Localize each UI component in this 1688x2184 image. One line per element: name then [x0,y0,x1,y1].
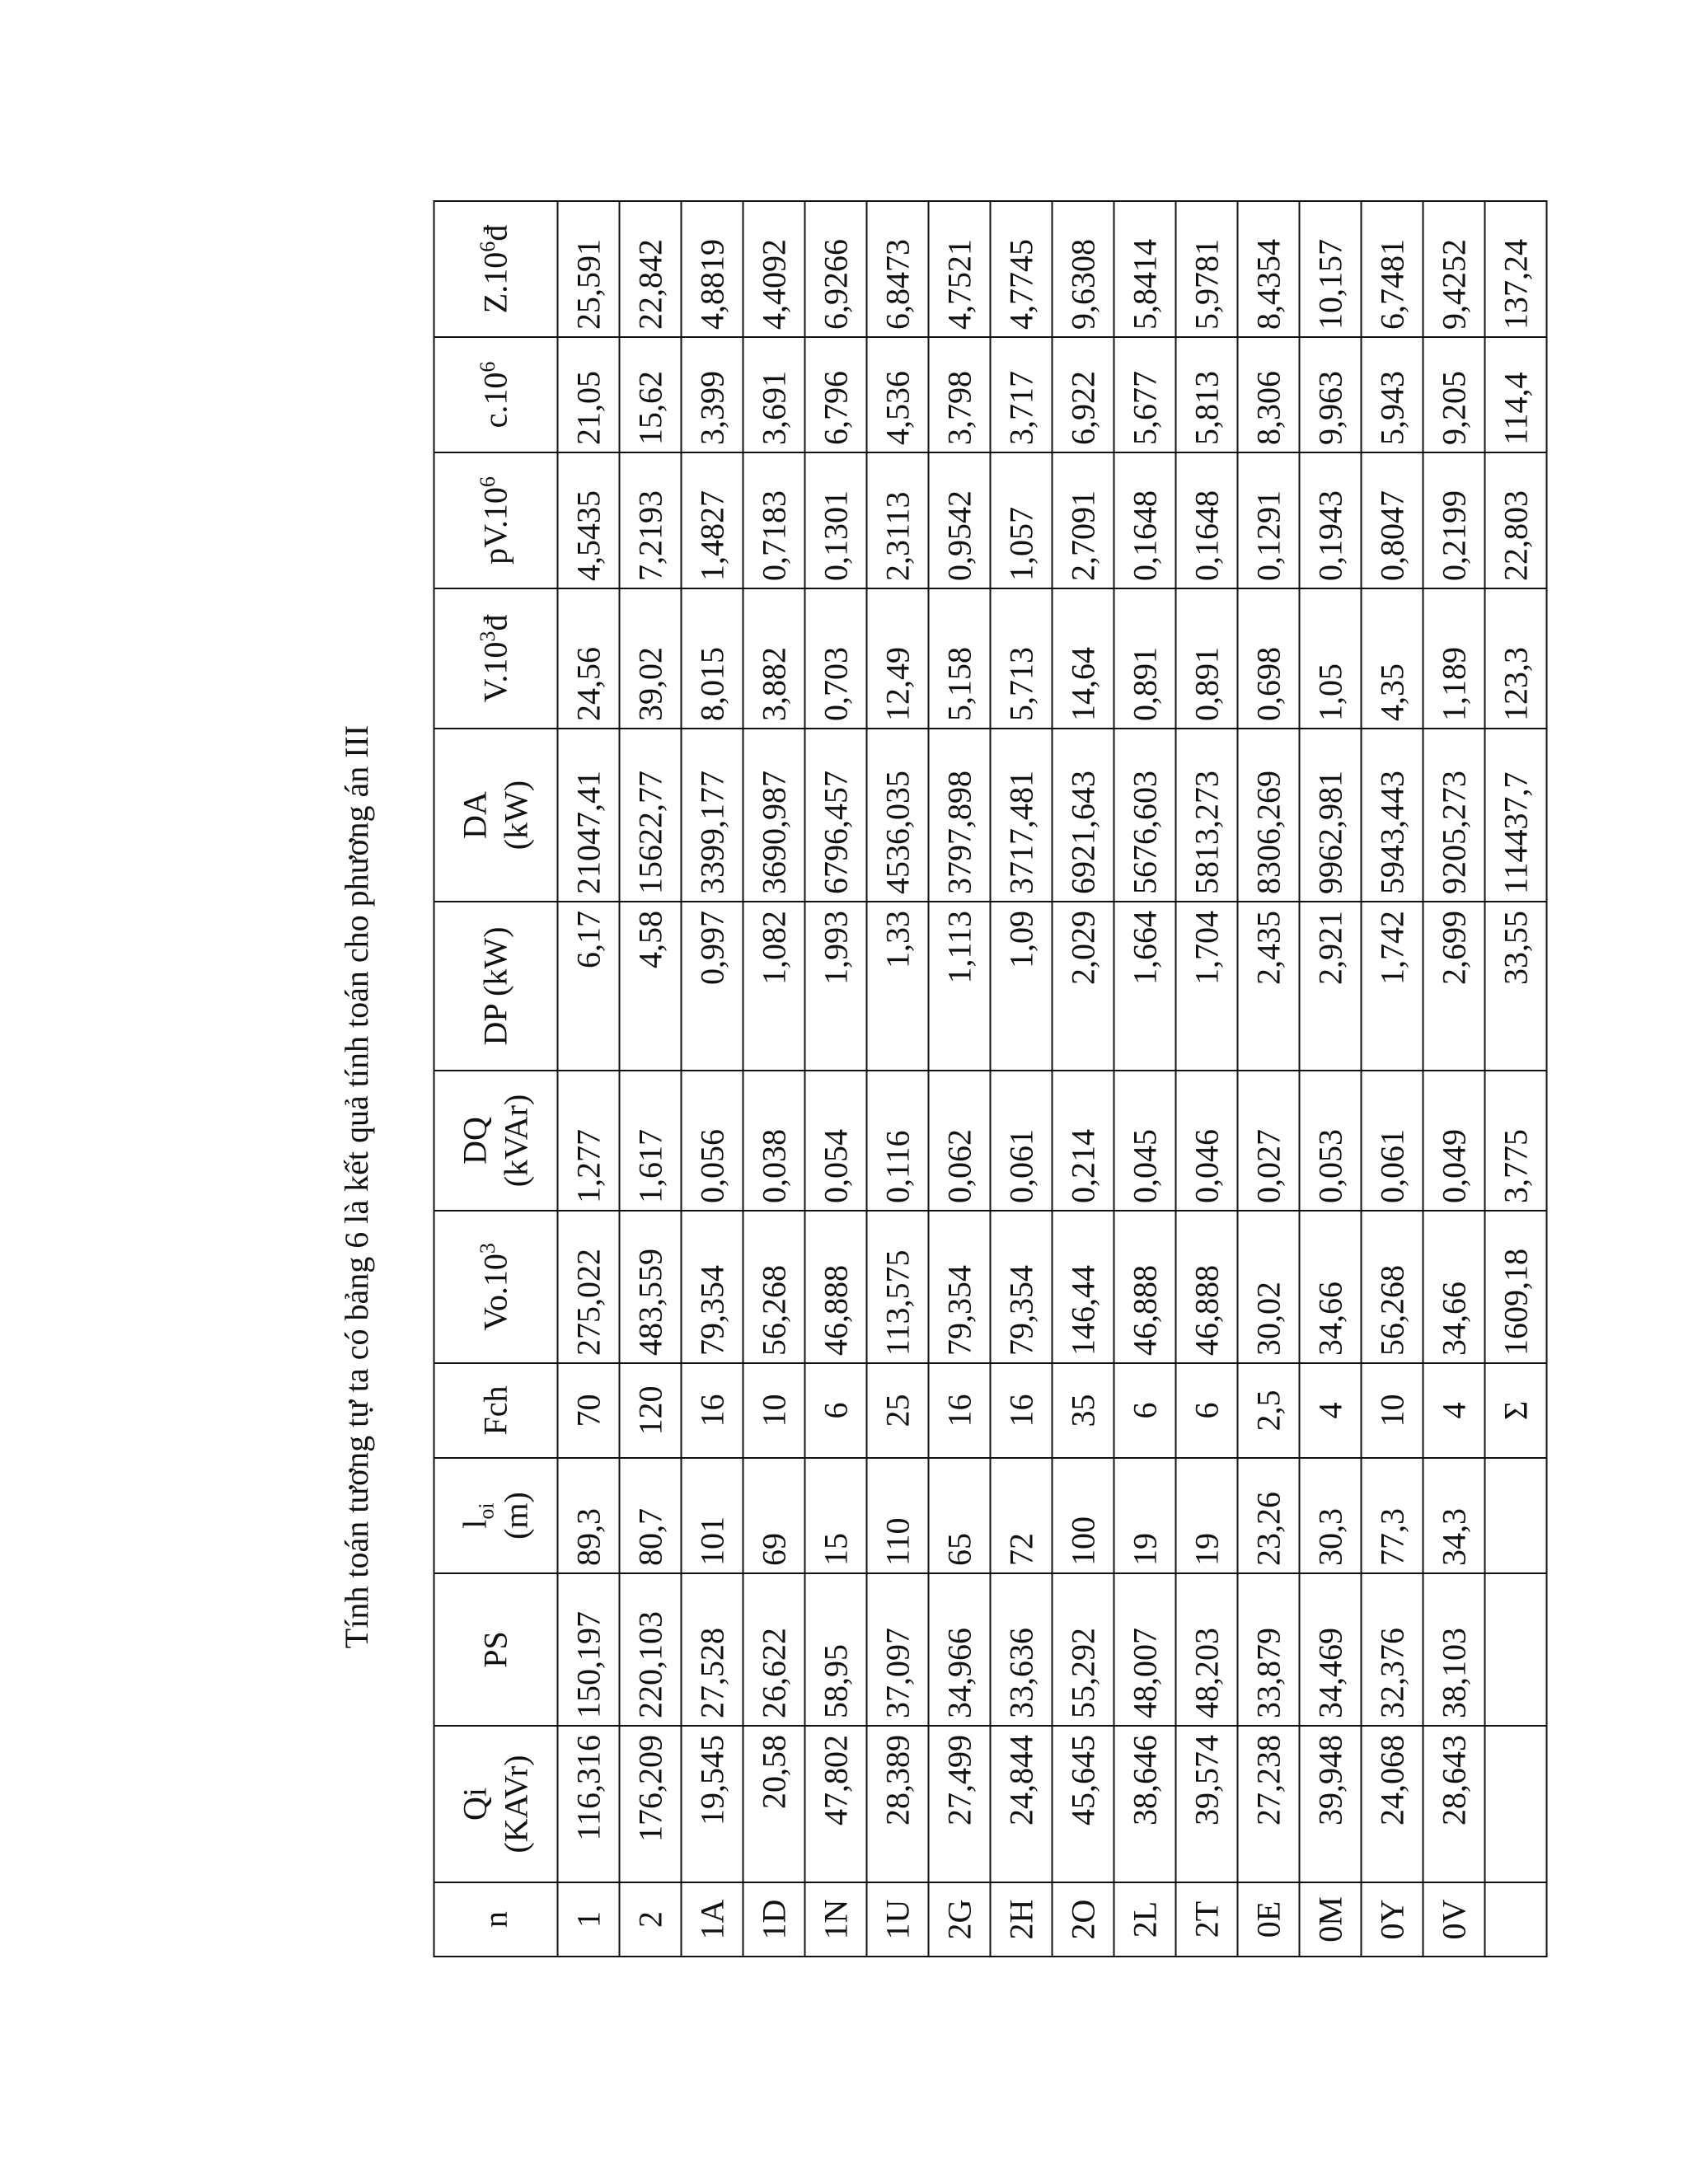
cell-dp: 2,029 [1052,902,1114,1071]
cell-da: 3399,177 [681,729,743,902]
cell-c: 9,963 [1299,337,1361,452]
cell-z: 4,4092 [743,201,804,337]
cell-da: 3717,481 [990,729,1052,902]
cell-vo: 79,354 [928,1211,990,1363]
cell-v: 24,56 [557,588,619,729]
cell-vo: 34,66 [1299,1211,1361,1363]
table-row [619,201,681,1957]
cell-v: 0,703 [804,588,866,729]
table-row [1423,201,1484,1957]
cell-loi: 34,3 [1423,1458,1484,1573]
cell-dp: 1,742 [1361,902,1423,1071]
cell-loi: 30,3 [1299,1458,1361,1573]
header-n: n [434,1882,557,1957]
cell-pv: 0,1648 [1175,452,1237,588]
cell-c: 9,205 [1423,337,1484,452]
cell-loi: 72 [990,1458,1052,1573]
total-cell-dq: 3,775 [1484,1071,1546,1211]
cell-dq: 0,214 [1052,1071,1114,1211]
cell-qi: 28,643 [1423,1726,1484,1882]
cell-da: 8306,269 [1237,729,1299,902]
cell-c: 3,717 [990,337,1052,452]
cell-vo: 34,66 [1423,1211,1484,1363]
table-container [433,202,1541,1957]
cell-da: 5676,603 [1114,729,1175,902]
cell-da: 5943,443 [1361,729,1423,902]
cell-pv: 0,7183 [743,452,804,588]
total-cell-qi [1484,1726,1546,1882]
cell-c: 21,05 [557,337,619,452]
cell-dq: 1,277 [557,1071,619,1211]
cell-fch: 4 [1423,1363,1484,1458]
cell-dq: 0,027 [1237,1071,1299,1211]
cell-dq: 0,053 [1299,1071,1361,1211]
rotated-table [433,202,1541,1957]
cell-qi: 24,068 [1361,1726,1423,1882]
cell-z: 8,4354 [1237,201,1299,337]
cell-pv: 0,2199 [1423,452,1484,588]
table-row [1114,201,1175,1957]
cell-fch: 2,5 [1237,1363,1299,1458]
cell-ps: 34,966 [928,1573,990,1726]
total-cell-da: 114437,7 [1484,729,1546,902]
cell-n: 2 [619,1882,681,1957]
header-pv: $pV.10^6$ [434,452,557,588]
cell-n: 2H [990,1882,1052,1957]
header-v: $V.10^3đ$ [434,588,557,729]
cell-ps: 32,376 [1361,1573,1423,1726]
cell-z: 6,9266 [804,201,866,337]
cell-z: 5,9781 [1175,201,1237,337]
cell-dq: 0,038 [743,1071,804,1211]
total-cell-z: 137,24 [1484,201,1546,337]
cell-dq: 0,116 [866,1071,928,1211]
cell-ps: 48,203 [1175,1573,1237,1726]
cell-qi: 19,545 [681,1726,743,1882]
cell-ps: 34,469 [1299,1573,1361,1726]
cell-z: 4,8819 [681,201,743,337]
cell-c: 3,399 [681,337,743,452]
cell-z: 10,157 [1299,201,1361,337]
cell-c: 6,922 [1052,337,1114,452]
cell-n: 0Y [1361,1882,1423,1957]
cell-z: 9,4252 [1423,201,1484,337]
cell-v: 1,05 [1299,588,1361,729]
table-row [557,201,619,1957]
cell-c: 5,813 [1175,337,1237,452]
cell-pv: 0,1648 [1114,452,1175,588]
table-row [1237,201,1299,1957]
cell-n: 1A [681,1882,743,1957]
cell-fch: 6 [1175,1363,1237,1458]
cell-c: 3,798 [928,337,990,452]
cell-dp: 1,33 [866,902,928,1071]
table-caption: Tính toán tương tự ta có bảng 6 là kết quả tính toán cho phương án III [338,724,375,1649]
cell-ps: 33,879 [1237,1573,1299,1726]
table-body [557,201,1546,1957]
cell-vo: 113,575 [866,1211,928,1363]
cell-da: 3797,898 [928,729,990,902]
cell-fch: 70 [557,1363,619,1458]
cell-pv: 0,9542 [928,452,990,588]
cell-c: 3,691 [743,337,804,452]
cell-dq: 0,056 [681,1071,743,1211]
cell-loi: 69 [743,1458,804,1573]
cell-dp: 1,993 [804,902,866,1071]
header-loi: $l_{oi}$ (m) [434,1458,557,1573]
total-cell-fch: Σ [1484,1363,1546,1458]
table-row [1175,201,1237,1957]
total-cell-vo: 1609,18 [1484,1211,1546,1363]
cell-qi: 24,844 [990,1726,1052,1882]
cell-fch: 16 [928,1363,990,1458]
cell-dp: 6,17 [557,902,619,1071]
cell-fch: 120 [619,1363,681,1458]
total-cell-v: 123,3 [1484,588,1546,729]
cell-n: 0V [1423,1882,1484,1957]
cell-dp: 1,664 [1114,902,1175,1071]
cell-da: 15622,77 [619,729,681,902]
header-vo: $Vo.10^3$ [434,1211,557,1363]
cell-qi: 47,802 [804,1726,866,1882]
cell-pv: 4,5435 [557,452,619,588]
cell-da: 6921,643 [1052,729,1114,902]
cell-vo: 46,888 [1175,1211,1237,1363]
cell-qi: 27,238 [1237,1726,1299,1882]
cell-ps: 26,622 [743,1573,804,1726]
cell-da: 21047,41 [557,729,619,902]
cell-c: 15,62 [619,337,681,452]
header-dq: DQ (kVAr) [434,1071,557,1211]
cell-fch: 4 [1299,1363,1361,1458]
cell-dp: 1,09 [990,902,1052,1071]
cell-ps: 55,292 [1052,1573,1114,1726]
cell-ps: 33,636 [990,1573,1052,1726]
cell-ps: 150,197 [557,1573,619,1726]
cell-v: 0,891 [1114,588,1175,729]
cell-loi: 110 [866,1458,928,1573]
cell-n: 2O [1052,1882,1114,1957]
cell-loi: 65 [928,1458,990,1573]
table-row [681,201,743,1957]
table-row [1361,201,1423,1957]
header-ps: PS [434,1573,557,1726]
table-row [1299,201,1361,1957]
cell-z: 9,6308 [1052,201,1114,337]
cell-vo: 46,888 [1114,1211,1175,1363]
cell-fch: 6 [1114,1363,1175,1458]
total-cell-loi [1484,1458,1546,1573]
cell-da: 9962,981 [1299,729,1361,902]
total-cell-pv: 22,803 [1484,452,1546,588]
cell-dq: 0,045 [1114,1071,1175,1211]
cell-z: 22,842 [619,201,681,337]
cell-da: 4536,035 [866,729,928,902]
cell-fch: 16 [990,1363,1052,1458]
cell-vo: 79,354 [990,1211,1052,1363]
cell-loi: 80,7 [619,1458,681,1573]
header-z: $Z.10^6đ$ [434,201,557,337]
cell-v: 8,015 [681,588,743,729]
cell-dp: 4,58 [619,902,681,1071]
cell-z: 6,7481 [1361,201,1423,337]
cell-pv: 2,3113 [866,452,928,588]
table-row [743,201,804,1957]
cell-fch: 10 [1361,1363,1423,1458]
cell-ps: 48,007 [1114,1573,1175,1726]
cell-qi: 28,389 [866,1726,928,1882]
cell-dq: 1,617 [619,1071,681,1211]
cell-dq: 0,061 [990,1071,1052,1211]
cell-pv: 1,4827 [681,452,743,588]
cell-v: 3,882 [743,588,804,729]
caption-container [336,643,377,1731]
total-cell-dp: 33,55 [1484,902,1546,1071]
cell-v: 5,158 [928,588,990,729]
cell-z: 25,591 [557,201,619,337]
results-table [433,200,1547,1957]
cell-fch: 25 [866,1363,928,1458]
header-da: DA (kW) [434,729,557,902]
header-dp: DP (kW) [434,902,557,1071]
header-c: $c.10^6$ [434,337,557,452]
table-row [990,201,1052,1957]
cell-c: 5,943 [1361,337,1423,452]
cell-n: 0M [1299,1882,1361,1957]
cell-z: 4,7521 [928,201,990,337]
cell-pv: 1,057 [990,452,1052,588]
cell-qi: 39,948 [1299,1726,1361,1882]
table-row [866,201,928,1957]
cell-pv: 7,2193 [619,452,681,588]
cell-n: 1N [804,1882,866,1957]
cell-loi: 89,3 [557,1458,619,1573]
cell-vo: 56,268 [1361,1211,1423,1363]
cell-pv: 0,1291 [1237,452,1299,588]
cell-c: 4,536 [866,337,928,452]
cell-da: 6796,457 [804,729,866,902]
table-row [928,201,990,1957]
cell-pv: 0,8047 [1361,452,1423,588]
cell-dp: 1,113 [928,902,990,1071]
cell-v: 12,49 [866,588,928,729]
cell-n: 0E [1237,1882,1299,1957]
cell-loi: 23,26 [1237,1458,1299,1573]
cell-v: 14,64 [1052,588,1114,729]
total-row [1484,201,1546,1957]
cell-dp: 1,704 [1175,902,1237,1071]
cell-qi: 39,574 [1175,1726,1237,1882]
cell-dp: 2,699 [1423,902,1484,1071]
cell-da: 5813,273 [1175,729,1237,902]
cell-c: 5,677 [1114,337,1175,452]
cell-loi: 77,3 [1361,1458,1423,1573]
cell-c: 8,306 [1237,337,1299,452]
cell-z: 6,8473 [866,201,928,337]
total-cell-ps [1484,1573,1546,1726]
cell-v: 0,891 [1175,588,1237,729]
cell-fch: 16 [681,1363,743,1458]
cell-vo: 146,44 [1052,1211,1114,1363]
table-row [804,201,866,1957]
cell-vo: 30,02 [1237,1211,1299,1363]
cell-qi: 20,58 [743,1726,804,1882]
cell-c: 6,796 [804,337,866,452]
cell-qi: 27,499 [928,1726,990,1882]
table-row [1052,201,1114,1957]
cell-ps: 27,528 [681,1573,743,1726]
cell-loi: 19 [1114,1458,1175,1573]
cell-n: 2T [1175,1882,1237,1957]
cell-ps: 37,097 [866,1573,928,1726]
cell-da: 9205,273 [1423,729,1484,902]
cell-loi: 101 [681,1458,743,1573]
cell-z: 4,7745 [990,201,1052,337]
cell-da: 3690,987 [743,729,804,902]
cell-vo: 46,888 [804,1211,866,1363]
cell-pv: 2,7091 [1052,452,1114,588]
cell-z: 5,8414 [1114,201,1175,337]
cell-qi: 45,645 [1052,1726,1114,1882]
cell-dq: 0,062 [928,1071,990,1211]
cell-ps: 38,103 [1423,1573,1484,1726]
cell-dp: 2,921 [1299,902,1361,1071]
cell-v: 4,35 [1361,588,1423,729]
cell-loi: 100 [1052,1458,1114,1573]
cell-n: 1U [866,1882,928,1957]
cell-dq: 0,061 [1361,1071,1423,1211]
cell-v: 1,189 [1423,588,1484,729]
cell-vo: 56,268 [743,1211,804,1363]
cell-dp: 2,435 [1237,902,1299,1071]
cell-qi: 176,209 [619,1726,681,1882]
cell-dp: 0,997 [681,902,743,1071]
cell-vo: 483,559 [619,1211,681,1363]
cell-dq: 0,049 [1423,1071,1484,1211]
total-cell-n [1484,1882,1546,1957]
cell-dq: 0,046 [1175,1071,1237,1211]
cell-fch: 6 [804,1363,866,1458]
cell-v: 39,02 [619,588,681,729]
cell-pv: 0,1943 [1299,452,1361,588]
cell-loi: 15 [804,1458,866,1573]
cell-qi: 38,646 [1114,1726,1175,1882]
cell-fch: 10 [743,1363,804,1458]
cell-vo: 275,022 [557,1211,619,1363]
cell-n: 1 [557,1882,619,1957]
cell-v: 5,713 [990,588,1052,729]
cell-n: 1D [743,1882,804,1957]
cell-v: 0,698 [1237,588,1299,729]
header-row [434,201,557,1957]
cell-n: 2L [1114,1882,1175,1957]
header-fch: Fch [434,1363,557,1458]
cell-pv: 0,1301 [804,452,866,588]
cell-loi: 19 [1175,1458,1237,1573]
cell-ps: 58,95 [804,1573,866,1726]
cell-qi: 116,316 [557,1726,619,1882]
cell-fch: 35 [1052,1363,1114,1458]
cell-dq: 0,054 [804,1071,866,1211]
cell-ps: 220,103 [619,1573,681,1726]
cell-vo: 79,354 [681,1211,743,1363]
header-qi: Qi (KAVr) [434,1726,557,1882]
cell-dp: 1,082 [743,902,804,1071]
cell-n: 2G [928,1882,990,1957]
total-cell-c: 114,4 [1484,337,1546,452]
